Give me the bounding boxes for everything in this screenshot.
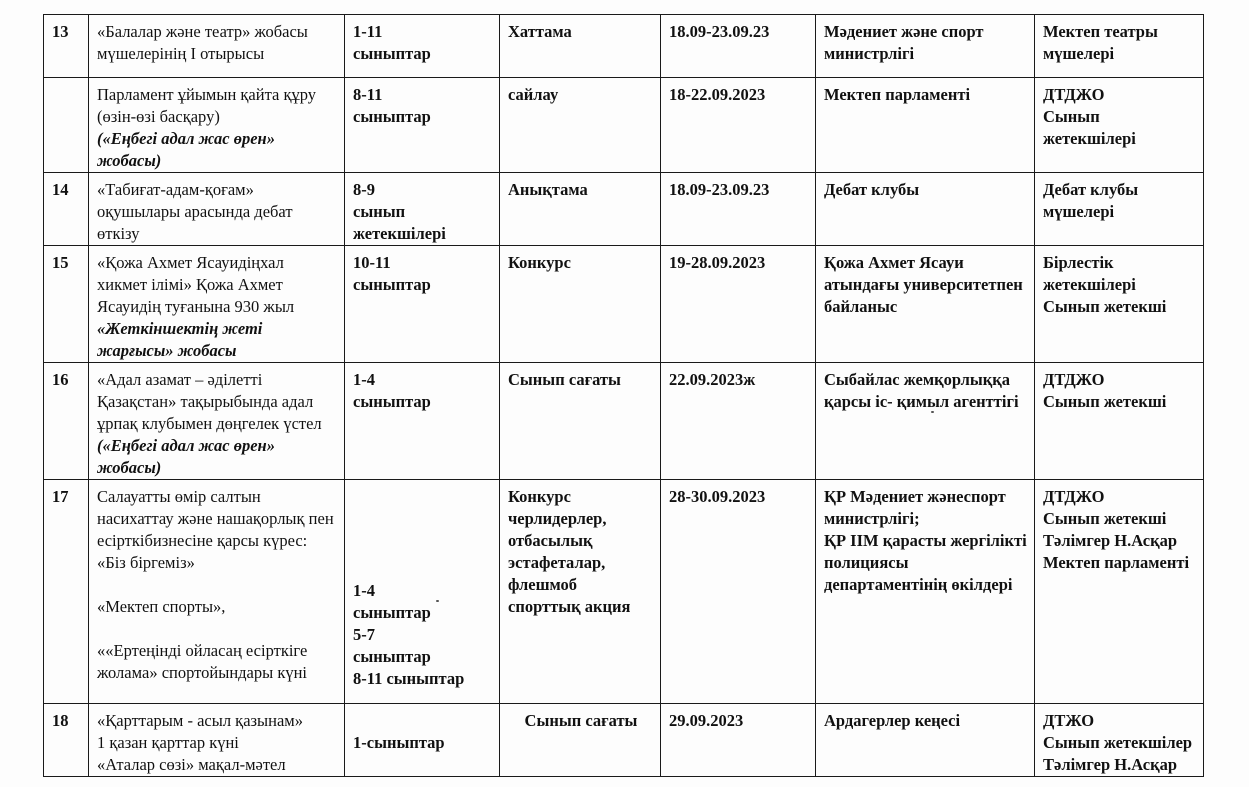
- responsible-text: ДТЖО: [1043, 711, 1095, 730]
- date-text: 18.09-23.09.23: [669, 22, 770, 41]
- event-type-text: флешмоб: [508, 575, 578, 594]
- class-text: 8-11: [353, 85, 383, 104]
- event-text: 1 қазан қарттар күні: [97, 733, 239, 752]
- class-text: 10-11: [353, 253, 391, 272]
- row-number: [44, 78, 89, 173]
- class-cell: [345, 15, 500, 78]
- class-cell: [345, 363, 500, 480]
- class-text: 1-4: [353, 370, 375, 389]
- class-text: жетекшілері: [353, 224, 446, 243]
- row-number: [44, 704, 89, 777]
- partner-text: Мәдениет және спорт министрлігі: [824, 22, 984, 63]
- responsible-text: ДТДЖО: [1043, 487, 1105, 506]
- scan-speck: [436, 600, 439, 602]
- responsible-text: Тәлімгер Н.Асқар: [1043, 531, 1178, 550]
- date-text: 18.09-23.09.23: [669, 180, 770, 199]
- class-cell: [345, 173, 500, 246]
- row-number: [44, 173, 89, 246]
- event-name-cell: [89, 704, 345, 777]
- partner-cell: [816, 15, 1035, 78]
- event-text: «Қарттарым - асыл қазынам»: [97, 711, 303, 730]
- event-type-text: эстафеталар,: [508, 553, 606, 572]
- row-number-text: 14: [52, 180, 69, 199]
- partner-text: Дебат клубы: [824, 180, 920, 199]
- class-cell: [345, 246, 500, 363]
- event-type-cell: [500, 15, 661, 78]
- blank-line: [97, 618, 338, 640]
- event-type-text: черлидерлер,: [508, 509, 607, 528]
- event-type-text: Анықтама: [508, 180, 588, 199]
- class-text: сыныптар: [353, 603, 431, 622]
- responsible-cell: [1035, 173, 1204, 246]
- class-text: 1-11: [353, 22, 383, 41]
- event-type-text: спорттық акция: [508, 597, 631, 616]
- event-text: «Табиғат-адам-қоғам» оқушылары арасында дебат өткізу: [97, 180, 293, 243]
- responsible-cell: [1035, 246, 1204, 363]
- event-type-text: Хаттама: [508, 22, 572, 41]
- responsible-cell: [1035, 78, 1204, 173]
- responsible-cell: [1035, 480, 1204, 704]
- responsible-text: Тәлімгер Н.Асқар: [1043, 755, 1178, 774]
- scan-speck: [931, 411, 934, 413]
- class-cell: [345, 704, 500, 777]
- responsible-text: Сынып жетекшілер: [1043, 733, 1193, 752]
- row-number-text: 18: [52, 711, 69, 730]
- table-row: [44, 15, 1204, 78]
- partner-cell: [816, 480, 1035, 704]
- date-text: 28-30.09.2023: [669, 487, 766, 506]
- event-type-cell: [500, 246, 661, 363]
- date-text: 19-28.09.2023: [669, 253, 766, 272]
- partner-text: ҚР ІІМ қарасты жергілікті полициясы департаментінің өкілдері: [824, 531, 1027, 594]
- event-type-text: Конкурс: [508, 487, 571, 506]
- event-text: «Біз біргеміз»: [97, 553, 195, 572]
- responsible-text: ДТДЖО: [1043, 370, 1105, 389]
- row-number-text: 16: [52, 370, 69, 389]
- class-text: 1-4: [353, 581, 375, 600]
- event-text: «Жеткіншектің жеті жарғысы» жобасы: [97, 319, 263, 360]
- row-number-text: 13: [52, 22, 69, 41]
- responsible-text: Бірлестік: [1043, 253, 1114, 272]
- partner-cell: [816, 78, 1035, 173]
- blank-line: [97, 574, 338, 596]
- date-cell: [661, 78, 816, 173]
- row-number: [44, 480, 89, 704]
- event-type-cell: [500, 173, 661, 246]
- class-text: 8-9: [353, 180, 375, 199]
- row-number: [44, 363, 89, 480]
- class-text: 1-сыныптар: [353, 733, 445, 752]
- date-cell: [661, 173, 816, 246]
- table-row: [44, 78, 1204, 173]
- event-text: Салауатты өмір салтын насихаттау және нашақорлық пен есірткібизнесіне қарсы күрес:: [97, 487, 334, 550]
- event-text: («Еңбегі адал жас өрен» жобасы): [97, 436, 275, 477]
- partner-text: ҚР Мәдениет жәнеспорт министрлігі;: [824, 487, 1006, 528]
- responsible-text: Мектеп театры мүшелері: [1043, 22, 1158, 63]
- date-text: 29.09.2023: [669, 711, 744, 730]
- event-text: «Балалар және театр» жобасы мүшелерінің I отырысы: [97, 22, 308, 63]
- event-name-cell: [89, 15, 345, 78]
- table-row: [44, 173, 1204, 246]
- event-text: «Қожа Ахмет Ясауидіңхал хикмет ілімі» Қожа Ахмет Ясауидің туғанына 930 жыл: [97, 253, 295, 316]
- date-cell: [661, 480, 816, 704]
- event-text: «Аталар сөзі» мақал-мәтел: [97, 755, 286, 774]
- date-cell: [661, 15, 816, 78]
- event-text: «Адал азамат – әділетті Қазақстан» тақырыбында адал ұрпақ клубымен дөңгелек үстел: [97, 370, 322, 433]
- partner-text: Қожа Ахмет Ясауи атындағы университетпен байланыс: [824, 253, 1023, 316]
- responsible-text: ДТДЖО: [1043, 85, 1105, 104]
- event-plan-table: [43, 14, 1204, 777]
- responsible-cell: [1035, 363, 1204, 480]
- class-cell: [345, 480, 500, 704]
- event-type-text: Сынып сағаты: [508, 370, 621, 389]
- event-type-text: отбасылық: [508, 531, 593, 550]
- event-name-cell: [89, 363, 345, 480]
- responsible-text: жетекшілері: [1043, 275, 1136, 294]
- table-row: [44, 246, 1204, 363]
- date-text: 18-22.09.2023: [669, 85, 766, 104]
- responsible-text: Сынып: [1043, 107, 1100, 126]
- event-type-cell: [500, 704, 661, 777]
- class-text: сыныптар: [353, 107, 431, 126]
- event-text: ««Ертеңінді ойласаң есірткіге жоламa» спортойындары күні: [97, 641, 308, 682]
- responsible-text: Мектеп парламенті: [1043, 553, 1190, 572]
- responsible-text: жетекшілері: [1043, 129, 1136, 148]
- partner-text: Ардагерлер кеңесі: [824, 711, 961, 730]
- class-text: сыныптар: [353, 647, 431, 666]
- table-row: [44, 363, 1204, 480]
- row-number: [44, 246, 89, 363]
- event-text: Парламент ұйымын қайта құру (өзін-өзі басқару): [97, 85, 316, 126]
- event-type-cell: [500, 363, 661, 480]
- class-text: сыныптар: [353, 392, 431, 411]
- table-row: [44, 480, 1204, 704]
- partner-text: Сыбайлас жемқорлыққа қарсы іс- қимыл агенттігі: [824, 370, 1019, 411]
- class-cell: [345, 78, 500, 173]
- event-type-text: Конкурс: [508, 253, 571, 272]
- partner-cell: [816, 704, 1035, 777]
- partner-cell: [816, 173, 1035, 246]
- event-text: («Еңбегі адал жас өрен» жобасы): [97, 129, 275, 170]
- event-name-cell: [89, 246, 345, 363]
- class-text: сынып: [353, 202, 406, 221]
- responsible-text: Сынып жетекші: [1043, 509, 1167, 528]
- event-name-cell: [89, 78, 345, 173]
- event-type-text: сайлау: [508, 85, 559, 104]
- row-number-text: 15: [52, 253, 69, 272]
- event-text: «Мектеп спорты»,: [97, 597, 226, 616]
- responsible-text: Сынып жетекші: [1043, 297, 1167, 316]
- responsible-text: Сынып жетекші: [1043, 392, 1167, 411]
- partner-text: Мектеп парламенті: [824, 85, 971, 104]
- class-text: сыныптар: [353, 275, 431, 294]
- event-type-cell: [500, 480, 661, 704]
- row-number: [44, 15, 89, 78]
- table-row: [44, 704, 1204, 777]
- date-cell: [661, 704, 816, 777]
- event-type-text: Сынып сағаты: [524, 711, 638, 730]
- date-cell: [661, 246, 816, 363]
- partner-cell: [816, 363, 1035, 480]
- event-name-cell: [89, 480, 345, 704]
- partner-cell: [816, 246, 1035, 363]
- date-cell: [661, 363, 816, 480]
- row-number-text: 17: [52, 487, 69, 506]
- responsible-text: Дебат клубы мүшелері: [1043, 180, 1139, 221]
- event-type-cell: [500, 78, 661, 173]
- event-name-cell: [89, 173, 345, 246]
- class-text: 5-7: [353, 625, 375, 644]
- responsible-cell: [1035, 15, 1204, 78]
- class-text: сыныптар: [353, 44, 431, 63]
- date-text: 22.09.2023ж: [669, 370, 756, 389]
- class-text: 8-11 сыныптар: [353, 669, 465, 688]
- responsible-cell: [1035, 704, 1204, 777]
